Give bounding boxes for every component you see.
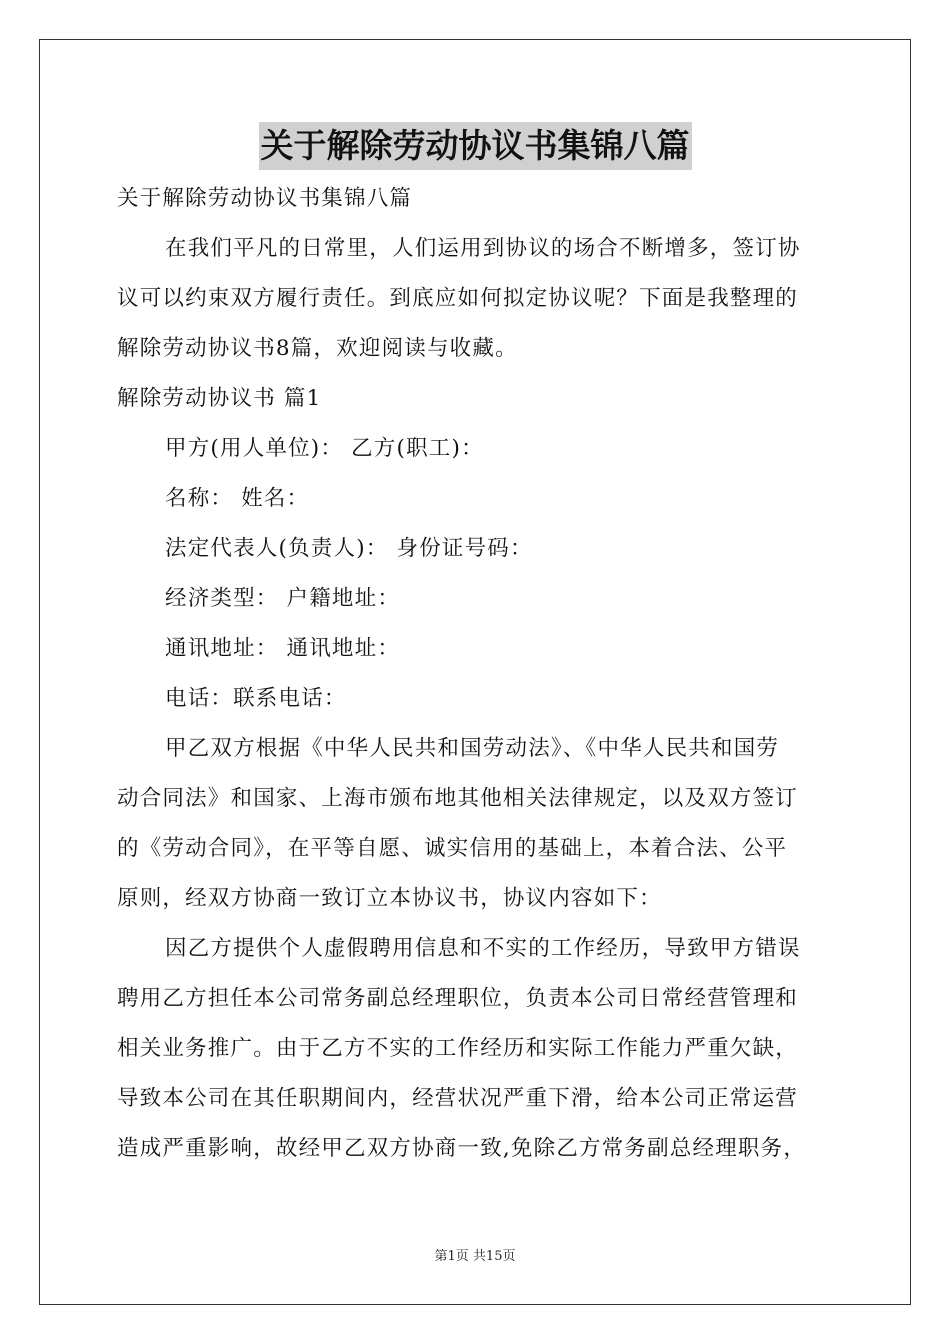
- body-line: 因乙方提供个人虚假聘用信息和不实的工作经历，导致甲方错误: [165, 936, 801, 961]
- field-line: 通讯地址： 通讯地址：: [165, 636, 401, 661]
- body-line: 造成严重影响，故经甲乙双方协商一致,免除乙方常务副总经理职务，: [117, 1136, 807, 1161]
- document-title: 关于解除劳动协议书集锦八篇: [259, 122, 692, 170]
- field-line: 经济类型： 户籍地址：: [165, 586, 401, 611]
- section-heading: 解除劳动协议书 篇1: [117, 386, 322, 411]
- body-line: 甲乙双方根据《中华人民共和国劳动法》、《中华人民共和国劳: [165, 736, 780, 761]
- page-number-footer: 第1页 共15页: [434, 1249, 516, 1264]
- body-line: 相关业务推广。由于乙方不实的工作经历和实际工作能力严重欠缺，: [117, 1036, 799, 1061]
- body-line: 原则，经双方协商一致订立本协议书，协议内容如下：: [117, 886, 662, 911]
- body-line: 动合同法》和国家、上海市颁布地其他相关法律规定，以及双方签订: [117, 786, 799, 811]
- body-line: 解除劳动协议书8篇，欢迎阅读与收藏。: [117, 336, 518, 361]
- field-line: 名称： 姓名：: [165, 486, 310, 511]
- subtitle-line: 关于解除劳动协议书集锦八篇: [117, 186, 413, 211]
- body-line: 聘用乙方担任本公司常务副总经理职位，负责本公司日常经营管理和: [117, 986, 799, 1011]
- body-line: 导致本公司在其任职期间内，经营状况严重下滑，给本公司正常运营: [117, 1086, 799, 1111]
- body-line: 议可以约束双方履行责任。到底应如何拟定协议呢？下面是我整理的: [117, 286, 799, 311]
- field-line: 法定代表人(负责人)： 身份证号码：: [165, 536, 533, 561]
- body-line: 的《劳动合同》，在平等自愿、诚实信用的基础上，本着合法、公平: [117, 836, 788, 861]
- title-wrap: [0, 122, 950, 170]
- page-border: [39, 39, 911, 1305]
- party-line: 甲方(用人单位)： 乙方(职工)：: [165, 436, 484, 461]
- field-line: 电话：联系电话：: [165, 686, 347, 711]
- body-line: 在我们平凡的日常里，人们运用到协议的场合不断增多，签订协: [165, 236, 801, 261]
